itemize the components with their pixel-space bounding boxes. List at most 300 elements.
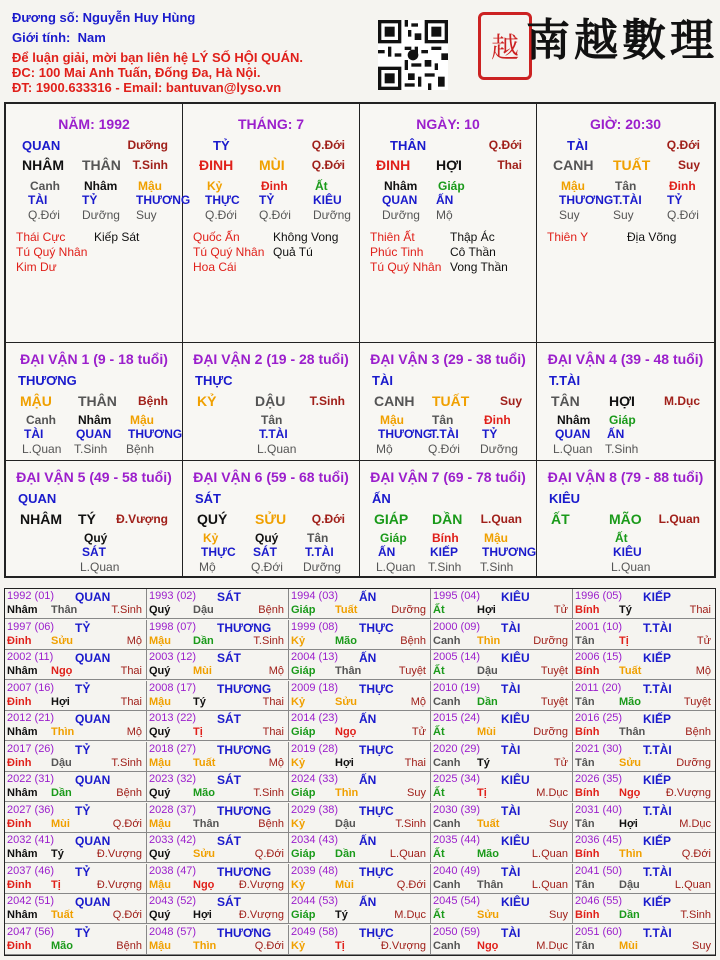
year-ten-god: SÁT <box>217 651 241 665</box>
year-phase: Mộ <box>410 695 426 708</box>
year-branch: Thìn <box>477 634 501 647</box>
year-phase: Tử <box>411 726 426 738</box>
phone-email: ĐT: 1900.633316 - Email: bantuvan@lyso.vn <box>12 80 282 95</box>
year-label: 2039 (48) <box>291 864 339 877</box>
year-ten-god: KIẾP <box>643 712 672 726</box>
year-branch: Tý <box>477 756 490 769</box>
year-stem: Giáp <box>291 909 316 921</box>
year-label: 2040 (49) <box>433 864 481 877</box>
year-cell <box>431 650 573 680</box>
year-branch: Mùi <box>193 665 212 677</box>
year-ten-god: THỰC <box>359 681 394 696</box>
year-ten-god: TỶ <box>75 925 91 940</box>
year-ten-god: TỶ <box>75 742 91 757</box>
star-right: Cô Thần <box>450 245 496 259</box>
year-branch: Tuất <box>619 665 642 677</box>
hidden-stem: Kỷ <box>207 179 223 193</box>
year-ten-god: T.TÀI <box>643 620 672 635</box>
hidden-god: TỶ <box>482 427 498 441</box>
hidden-god: ẤN <box>607 427 625 441</box>
hidden-phase: T.Sinh <box>605 442 639 456</box>
luck-title: ĐẠI VẬN 2 (19 - 28 tuổi) <box>193 351 349 367</box>
year-branch: Mão <box>477 848 499 860</box>
hidden-god: KIẾP <box>430 545 459 559</box>
year-label: 2048 (57) <box>149 925 197 938</box>
hidden-phase: Mộ <box>199 560 216 574</box>
hidden-stem: Quý <box>255 531 279 545</box>
year-stem: Ất <box>433 909 445 921</box>
hidden-god: QUAN <box>382 193 418 207</box>
hidden-phase: L.Quan <box>22 442 62 456</box>
year-cell <box>289 894 431 924</box>
year-ten-god: KIÊU <box>501 712 530 726</box>
luck-title: ĐẠI VẬN 3 (29 - 38 tuổi) <box>370 351 526 367</box>
year-stem: Giáp <box>291 726 316 738</box>
year-label: 2044 (53) <box>291 895 339 907</box>
heavenly-stem: NHÂM <box>20 511 62 527</box>
year-branch: Tý <box>619 604 632 616</box>
hidden-stem: Tân <box>615 179 637 193</box>
year-branch: Thân <box>335 665 362 677</box>
branch-phase: T.Sinh <box>132 158 168 172</box>
year-ten-god: THƯƠNG <box>217 803 272 818</box>
year-ten-god: TÀI <box>501 803 521 818</box>
hidden-god: T.TÀI <box>259 427 288 441</box>
year-label: 1995 (04) <box>433 590 481 602</box>
year-phase: T.Sinh <box>111 604 142 616</box>
year-phase: Dưỡng <box>676 756 711 769</box>
year-cell <box>5 742 147 772</box>
year-ten-god: ẤN <box>359 773 377 787</box>
hidden-stem: Canh <box>26 413 56 427</box>
year-ten-god: KIẾP <box>643 651 672 665</box>
year-phase: Dưỡng <box>533 726 568 738</box>
year-branch: Dậu <box>619 878 640 891</box>
year-branch: Tị <box>477 787 487 799</box>
year-stem: Đinh <box>7 939 32 952</box>
year-phase: Q.Đới <box>112 909 142 921</box>
year-label: 2038 (47) <box>149 864 197 877</box>
ten-god-phase: Q.Đới <box>311 138 345 152</box>
heavenly-stem: MẬU <box>20 393 52 409</box>
year-stem: Ất <box>433 665 445 677</box>
branch-phase: Đ.Vượng <box>116 512 168 526</box>
year-cell <box>5 772 147 802</box>
year-label: 2000 (09) <box>433 620 481 633</box>
year-cell <box>147 925 289 955</box>
ten-god: TÀI <box>567 138 588 153</box>
year-label: 1993 (02) <box>149 590 197 602</box>
hidden-god: KIÊU <box>313 193 342 207</box>
hidden-stem: Nhâm <box>384 179 418 193</box>
year-label: 2049 (58) <box>291 925 339 938</box>
year-label: 2011 (20) <box>575 681 622 694</box>
branch-phase: M.Dục <box>664 394 700 408</box>
hidden-stem: Bính <box>432 531 459 545</box>
year-stem: Quý <box>149 848 171 860</box>
hidden-stem: Mậu <box>138 179 162 193</box>
star-left: Quốc Ấn <box>193 230 240 244</box>
hidden-phase: Q.Đới <box>251 560 283 574</box>
hidden-phase: Dưỡng <box>313 208 351 222</box>
year-phase: Dưỡng <box>533 634 568 647</box>
year-cell <box>289 772 431 802</box>
year-label: 2008 (17) <box>149 681 197 694</box>
hidden-phase: T.Sinh <box>428 560 462 574</box>
year-phase: Đ.Vượng <box>380 939 426 952</box>
year-branch: Hợi <box>51 695 70 708</box>
ten-god: TỶ <box>213 138 230 153</box>
year-cell <box>147 803 289 833</box>
year-cell <box>431 589 573 619</box>
year-label: 2017 (26) <box>7 742 55 755</box>
year-ten-god: QUAN <box>75 834 111 848</box>
hidden-phase: Suy <box>613 208 634 222</box>
year-stem: Nhâm <box>7 787 38 799</box>
year-stem: Tân <box>575 634 595 647</box>
year-branch: Dậu <box>51 756 72 769</box>
hidden-god: T.TÀI <box>613 193 642 207</box>
year-phase: Tử <box>696 634 711 647</box>
hidden-god: THƯƠNG <box>378 427 433 441</box>
year-ten-god: KIÊU <box>501 773 530 787</box>
year-cell <box>431 772 573 802</box>
heavenly-stem: NHÂM <box>22 157 64 173</box>
year-branch: Thân <box>193 817 220 830</box>
year-cell <box>147 864 289 894</box>
year-phase: Q.Đới <box>112 817 142 830</box>
year-branch: Tị <box>335 939 345 952</box>
year-label: 2028 (37) <box>149 803 197 816</box>
gender-line: Giới tính: Nam <box>12 30 106 45</box>
pillar-cell <box>360 104 537 343</box>
year-cell <box>573 711 715 741</box>
year-phase: Q.Đới <box>254 939 284 952</box>
year-cell <box>147 681 289 711</box>
year-cell <box>289 803 431 833</box>
year-phase: Suy <box>549 909 568 921</box>
heavenly-stem: GIÁP <box>374 511 409 527</box>
year-label: 2042 (51) <box>7 895 55 907</box>
year-cell <box>147 620 289 650</box>
year-branch: Tị <box>193 726 203 738</box>
pillar-title: GIỜ: 20:30 <box>589 116 662 132</box>
hidden-stem: Canh <box>30 179 60 193</box>
year-cell <box>147 772 289 802</box>
year-stem: Ất <box>433 787 445 799</box>
pillar-title: THÁNG: 7 <box>237 116 305 132</box>
year-stem: Bính <box>575 665 600 677</box>
logo-text: 南越數理 <box>526 15 718 66</box>
year-branch: Dần <box>51 787 72 799</box>
year-label: 2020 (29) <box>433 742 481 755</box>
year-stem: Giáp <box>291 848 316 860</box>
hidden-stem: Tân <box>432 413 454 427</box>
year-branch: Tuất <box>477 817 500 830</box>
year-phase: Tử <box>553 756 568 769</box>
year-cell <box>5 681 147 711</box>
hidden-god: ẤN <box>378 545 396 559</box>
hidden-phase: Q.Đới <box>259 208 291 222</box>
year-phase: Mộ <box>268 665 284 677</box>
year-branch: Dần <box>477 695 498 708</box>
year-ten-god: TÀI <box>501 742 521 757</box>
earthly-branch: SỬU <box>255 511 287 527</box>
year-ten-god: SÁT <box>217 590 241 604</box>
year-cell <box>573 742 715 772</box>
header <box>0 0 720 100</box>
year-phase: Q.Đới <box>681 848 711 860</box>
hidden-stem: Tân <box>307 531 329 545</box>
year-branch: Hợi <box>619 817 638 830</box>
year-stem: Quý <box>149 665 171 677</box>
branch-phase: L.Quan <box>658 512 700 526</box>
earthly-branch: DẦN <box>432 511 463 527</box>
year-label: 2033 (42) <box>149 834 197 846</box>
year-stem: Canh <box>433 817 461 830</box>
star-left: Kim Dư <box>16 260 57 274</box>
year-phase: Đ.Vượng <box>96 848 142 860</box>
year-label: 2025 (34) <box>433 773 481 785</box>
year-label: 2005 (14) <box>433 651 481 663</box>
star-left: Thái Cực <box>16 230 66 244</box>
year-phase: Tuyệt <box>540 695 568 708</box>
year-stem: Giáp <box>291 665 316 677</box>
year-ten-god: QUAN <box>75 712 111 726</box>
year-phase: M.Dục <box>536 939 568 952</box>
year-stem: Tân <box>575 878 595 891</box>
year-stem: Tân <box>575 817 595 830</box>
year-phase: Suy <box>407 787 426 799</box>
year-label: 2001 (10) <box>575 620 623 633</box>
year-ten-god: SÁT <box>217 773 241 787</box>
year-label: 2045 (54) <box>433 895 481 907</box>
year-cell <box>5 925 147 955</box>
year-phase: Tuyệt <box>398 665 426 677</box>
year-ten-god: TÀI <box>501 681 521 696</box>
year-phase: Suy <box>549 817 568 830</box>
year-phase: T.Sinh <box>253 634 284 647</box>
year-branch: Dậu <box>477 665 498 677</box>
year-cell <box>431 803 573 833</box>
year-cell <box>147 650 289 680</box>
hidden-phase: Q.Đới <box>205 208 237 222</box>
qr-code-icon[interactable] <box>378 20 448 90</box>
year-phase: Thai <box>689 604 711 616</box>
year-ten-god: QUAN <box>75 773 111 787</box>
contact-intro: Để luận giải, mời bạn liên hệ LÝ SỐ HỘI QUÁN. <box>12 50 303 65</box>
year-cell <box>147 742 289 772</box>
hidden-phase: Dưỡng <box>480 442 518 456</box>
year-stem: Ất <box>433 848 445 860</box>
year-branch: Thân <box>51 604 78 616</box>
hidden-god: QUAN <box>555 427 591 441</box>
year-ten-god: QUAN <box>75 651 111 665</box>
year-phase: L.Quan <box>389 848 426 860</box>
year-ten-god: THƯƠNG <box>217 925 272 940</box>
hidden-god: ẤN <box>436 193 454 207</box>
year-branch: Hợi <box>477 604 496 616</box>
year-label: 2037 (46) <box>7 864 55 877</box>
year-label: 2024 (33) <box>291 773 339 785</box>
year-label: 2035 (44) <box>433 834 481 846</box>
hidden-god: TÀI <box>28 193 48 207</box>
year-cell <box>289 864 431 894</box>
year-cell <box>573 833 715 863</box>
hidden-stem: Nhâm <box>84 179 118 193</box>
year-branch: Dậu <box>193 604 214 616</box>
year-phase: Thai <box>404 756 426 769</box>
year-label: 2034 (43) <box>291 834 339 846</box>
earthly-branch: HỢI <box>436 157 462 173</box>
year-stem: Canh <box>433 878 461 891</box>
year-branch: Tuất <box>335 604 358 616</box>
luck-title: ĐẠI VẬN 7 (69 - 78 tuổi) <box>370 469 526 485</box>
year-phase: T.Sinh <box>395 817 426 830</box>
name-line: Đương số: Nguyễn Huy Hùng <box>12 10 196 25</box>
year-branch: Thìn <box>51 726 75 738</box>
star-right: Thập Ác <box>450 230 495 244</box>
year-branch: Ngọ <box>193 878 215 891</box>
pillar-cell <box>6 104 191 343</box>
year-ten-god: THỰC <box>359 925 394 940</box>
year-label: 2012 (21) <box>7 712 55 724</box>
year-ten-god: KIẾP <box>643 590 672 604</box>
year-branch: Mùi <box>619 939 638 952</box>
year-phase: Thai <box>120 695 142 708</box>
year-phase: Đ.Vượng <box>665 787 711 799</box>
hidden-god: SÁT <box>253 545 277 559</box>
year-label: 2030 (39) <box>433 803 481 816</box>
hidden-stem: Giáp <box>380 531 407 545</box>
star-right: Không Vong <box>273 230 339 244</box>
branch-phase: Q.Đới <box>311 512 345 526</box>
year-stem: Kỷ <box>291 878 306 891</box>
year-cell <box>5 650 147 680</box>
year-ten-god: THỰC <box>359 742 394 757</box>
luck-title: ĐẠI VẬN 1 (9 - 18 tuổi) <box>20 351 168 367</box>
year-stem: Ất <box>433 604 445 616</box>
year-branch: Thìn <box>335 787 359 799</box>
earthly-branch: TUẤT <box>613 157 651 173</box>
year-stem: Kỷ <box>291 634 306 647</box>
ten-god-phase: Q.Đới <box>488 138 522 152</box>
year-cell <box>573 894 715 924</box>
ten-god: ẤN <box>372 491 391 506</box>
year-cell <box>573 620 715 650</box>
year-ten-god: THƯƠNG <box>217 620 272 635</box>
year-ten-god: THƯƠNG <box>217 681 272 696</box>
star-right: Địa Võng <box>627 230 677 244</box>
hidden-phase: Mộ <box>436 208 453 222</box>
ten-god: QUAN <box>18 491 57 506</box>
year-stem: Bính <box>575 848 600 860</box>
hidden-stem: Đinh <box>261 179 288 193</box>
branch-phase: T.Sinh <box>309 394 345 408</box>
year-label: 1997 (06) <box>7 620 55 633</box>
year-branch: Tý <box>51 848 64 860</box>
star-left: Thiên Y <box>547 230 589 244</box>
branch-phase: Bệnh <box>138 394 168 408</box>
year-ten-god: THỰC <box>359 803 394 818</box>
year-label: 2015 (24) <box>433 712 481 724</box>
earthly-branch: MÙI <box>259 157 285 173</box>
year-stem: Tân <box>575 756 595 769</box>
hidden-god: THƯƠNG <box>482 545 537 559</box>
year-stem: Canh <box>433 939 461 952</box>
year-label: 2002 (11) <box>7 651 54 663</box>
year-label: 2013 (22) <box>149 712 197 724</box>
year-stem: Nhâm <box>7 665 38 677</box>
year-label: 2031 (40) <box>575 803 623 816</box>
year-ten-god: THỰC <box>359 620 394 635</box>
pillar-title: NĂM: 1992 <box>58 116 130 132</box>
year-label: 2029 (38) <box>291 803 339 816</box>
year-cell <box>573 589 715 619</box>
year-stem: Giáp <box>291 604 316 616</box>
hidden-god: THƯƠNG <box>136 193 191 207</box>
year-phase: Tuyệt <box>540 665 568 677</box>
year-branch: Tị <box>51 878 61 891</box>
hidden-phase: Q.Đới <box>28 208 60 222</box>
star-left: Tú Quý Nhân <box>370 260 442 274</box>
earthly-branch: DẬU <box>255 393 286 409</box>
year-label: 2016 (25) <box>575 712 623 724</box>
year-phase: T.Sinh <box>111 756 142 769</box>
star-right: Quả Tú <box>273 245 313 259</box>
year-stem: Đinh <box>7 817 32 830</box>
year-ten-god: THƯƠNG <box>217 742 272 757</box>
year-cell <box>5 589 147 619</box>
ten-god: THƯƠNG <box>18 373 77 388</box>
year-cell <box>573 681 715 711</box>
year-branch: Tý <box>335 909 348 921</box>
hidden-god: TÀI <box>24 427 44 441</box>
year-label: 2047 (56) <box>7 925 55 938</box>
year-ten-god: ẤN <box>359 834 377 848</box>
year-branch: Ngọ <box>477 939 499 952</box>
branch-phase: Suy <box>499 394 522 408</box>
star-left: Thiên Ất <box>370 230 415 244</box>
luck-period-cell <box>183 343 360 461</box>
hidden-phase: T.Sinh <box>480 560 514 574</box>
year-label: 2003 (12) <box>149 651 197 663</box>
hidden-god: THỰC <box>205 193 240 207</box>
year-cell <box>147 711 289 741</box>
year-cell <box>431 925 573 955</box>
year-ten-god: KIÊU <box>501 834 530 848</box>
luck-period-cell <box>537 343 714 461</box>
ten-god: THÂN <box>390 138 427 153</box>
year-ten-god: TÀI <box>501 620 521 635</box>
year-phase: Thai <box>262 695 284 708</box>
year-stem: Bính <box>575 726 600 738</box>
year-cell <box>431 620 573 650</box>
year-phase: Tử <box>553 604 568 616</box>
year-ten-god: KIÊU <box>501 895 530 909</box>
year-phase: Thai <box>262 726 284 738</box>
year-ten-god: TÀI <box>501 864 521 879</box>
year-cell <box>573 772 715 802</box>
year-ten-god: T.TÀI <box>643 803 672 818</box>
earthly-branch: THÂN <box>78 393 117 409</box>
hidden-phase: Dưỡng <box>303 560 341 574</box>
year-stem: Tân <box>575 695 595 708</box>
year-label: 2041 (50) <box>575 864 623 877</box>
year-label: 2050 (59) <box>433 925 481 938</box>
year-stem: Quý <box>149 909 171 921</box>
star-right: Vong Thần <box>450 260 508 274</box>
